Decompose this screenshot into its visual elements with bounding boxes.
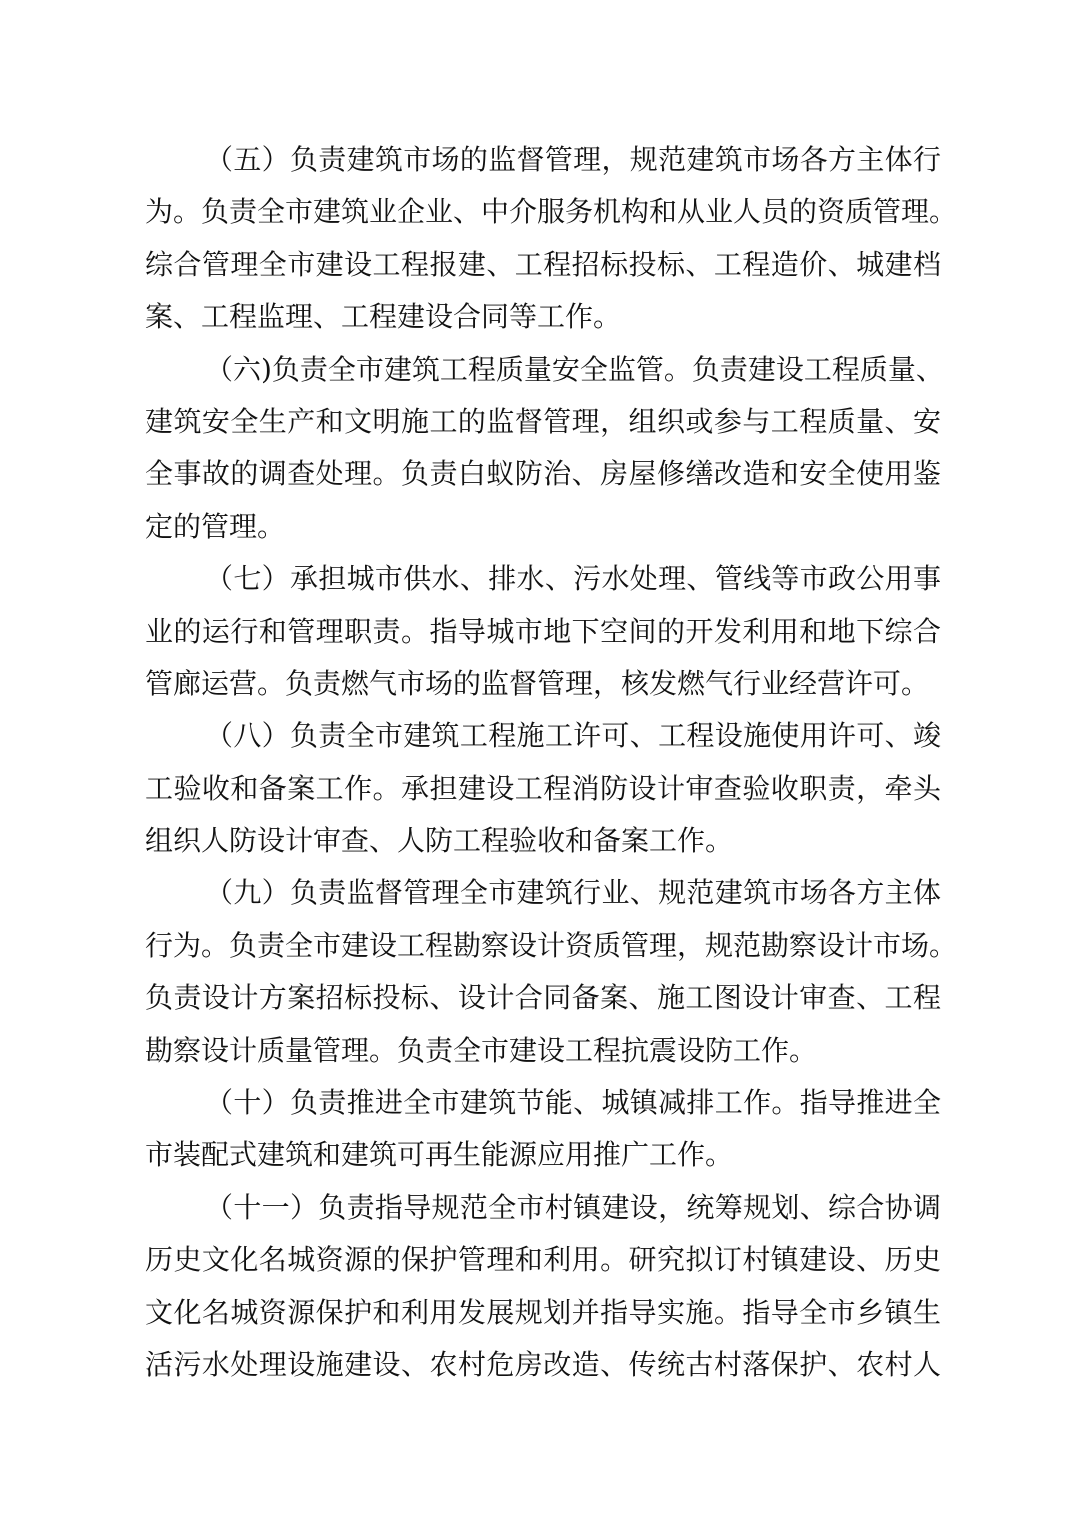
text-line: 勘察设计质量管理。负责全市建设工程抗震设防工作。	[145, 1033, 818, 1067]
text-line: 为。负责全市建筑业企业、中介服务机构和从业人员的资质管理。	[145, 195, 958, 229]
paragraph	[145, 1077, 941, 1182]
text-line: （十一）负责指导规范全市村镇建设，统筹规划、综合协调	[205, 1190, 941, 1224]
text-line: （十）负责推进全市建筑节能、城镇减排工作。指导推进全	[205, 1086, 941, 1120]
text-line: 综合管理全市建设工程报建、工程招标投标、工程造价、城建档	[145, 247, 941, 281]
text-line: （九）负责监督管理全市建筑行业、规范建筑市场各方主体	[205, 876, 941, 910]
text-line: 历史文化名城资源的保护管理和利用。研究拟订村镇建设、历史	[145, 1243, 941, 1277]
text-line: 定的管理。	[145, 509, 286, 543]
text-line: （六)负责全市建筑工程质量安全监管。负责建设工程质量、	[205, 352, 944, 386]
text-line: （八）负责全市建筑工程施工许可、工程设施使用许可、竣	[205, 719, 941, 753]
text-line: 建筑安全生产和文明施工的监督管理，组织或参与工程质量、安	[145, 404, 941, 438]
text-line: 市装配式建筑和建筑可再生能源应用推广工作。	[145, 1138, 734, 1172]
paragraph	[145, 344, 944, 554]
text-line: 活污水处理设施建设、农村危房改造、传统古村落保护、农村人	[145, 1347, 941, 1381]
text-line: 负责设计方案招标投标、设计合同备案、施工图设计审查、工程	[145, 981, 941, 1015]
text-line: 文化名城资源保护和利用发展规划并指导实施。指导全市乡镇生	[145, 1295, 941, 1329]
text-line: 组织人防设计审查、人防工程验收和备案工作。	[145, 824, 734, 858]
paragraph	[145, 553, 941, 710]
text-line: 行为。负责全市建设工程勘察设计资质管理，规范勘察设计市场。	[145, 928, 958, 962]
text-line: 工验收和备案工作。承担建设工程消防设计审查验收职责，牵头	[145, 771, 941, 805]
paragraph	[145, 710, 941, 867]
text-line: 全事故的调查处理。负责白蚁防治、房屋修缮改造和安全使用鉴	[145, 457, 941, 491]
text-line: 管廊运营。负责燃气市场的监督管理，核发燃气行业经营许可。	[145, 666, 930, 700]
text-line: 案、工程监理、工程建设合同等工作。	[145, 300, 622, 334]
paragraph	[145, 867, 958, 1077]
text-line: 业的运行和管理职责。指导城市地下空间的开发利用和地下综合	[145, 614, 941, 648]
paragraph	[145, 134, 958, 344]
text-line: （五）负责建筑市场的监督管理，规范建筑市场各方主体行	[205, 143, 941, 176]
document-page	[145, 134, 958, 1391]
paragraph	[145, 1182, 941, 1392]
text-line: （七）承担城市供水、排水、污水处理、管线等市政公用事	[205, 562, 941, 596]
